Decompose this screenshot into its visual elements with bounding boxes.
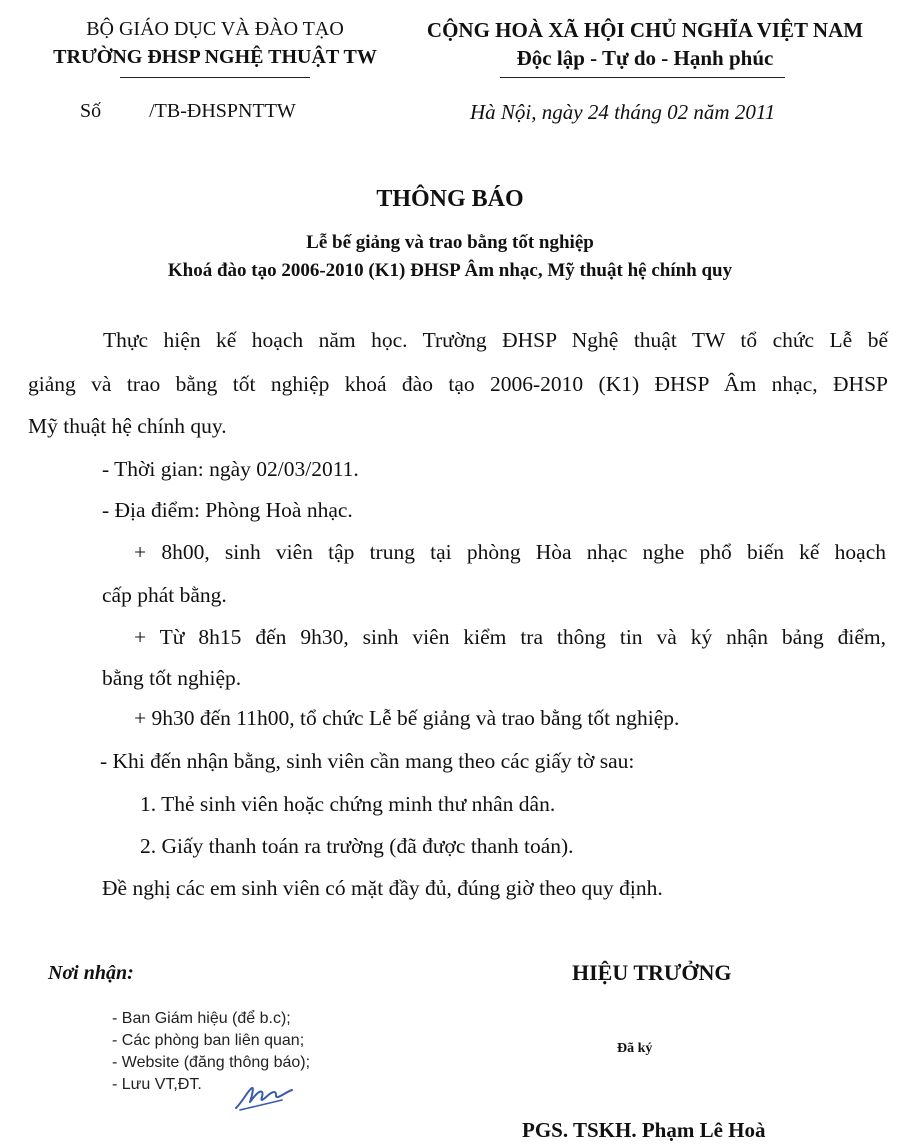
time-item: - Thời gian: ngày 02/03/2011. — [102, 457, 359, 481]
document-item-1: 1. Thẻ sinh viên hoặc chứng minh thư nhân dân. — [140, 792, 556, 816]
schedule-item-1-line-1: + 8h00, sinh viên tập trung tại phòng Hòa nhạc nghe phổ biến kế hoạch — [134, 540, 886, 564]
subtitle-line-1: Lễ bế giảng và trao bằng tốt nghiệp — [306, 232, 594, 253]
document-item-2: 2. Giấy thanh toán ra trường (đã được thanh toán). — [140, 834, 574, 858]
issue-date: Hà Nội, ngày 24 tháng 02 năm 2011 — [470, 100, 776, 124]
intro-line-3: Mỹ thuật hệ chính quy. — [28, 414, 227, 438]
schedule-item-1-line-2: cấp phát bằng. — [102, 583, 227, 607]
schedule-item-3: + 9h30 đến 11h00, tổ chức Lễ bế giảng và trao bằng tốt nghiệp. — [134, 706, 680, 730]
national-motto: Độc lập - Tự do - Hạnh phúc — [516, 46, 774, 70]
signer-title: HIỆU TRƯỞNG — [572, 960, 732, 985]
recipient-item: - Ban Giám hiệu (để b.c); — [112, 1010, 291, 1027]
document-number — [80, 100, 296, 123]
intro-line-2: giảng và trao bằng tốt nghiệp khoá đào tạo 2006-2010 (K1) ĐHSP Âm nhạc, ĐHSP — [28, 372, 888, 396]
schedule-item-2-line-2: bằng tốt nghiệp. — [102, 666, 242, 690]
documents-lead: - Khi đến nhận bằng, sinh viên cần mang theo các giấy tờ sau: — [100, 749, 635, 773]
schedule-item-2-line-1: + Từ 8h15 đến 9h30, sinh viên kiểm tra thông tin và ký nhận bảng điểm, — [134, 625, 886, 649]
number-code: /TB-ĐHSPNTTW — [149, 100, 296, 122]
school-name: TRƯỜNG ĐHSP NGHỆ THUẬT TW — [53, 46, 377, 68]
recipients-title: Nơi nhận: — [48, 962, 134, 984]
intro-line-1: Thực hiện kế hoạch năm học. Trường ĐHSP Nghệ thuật TW tổ chức Lễ bế — [103, 328, 888, 352]
number-prefix: Số — [80, 100, 102, 122]
recipient-item: - Website (đăng thông báo); — [112, 1054, 311, 1071]
subtitle-line-2: Khoá đào tạo 2006-2010 (K1) ĐHSP Âm nhạc, Mỹ thuật hệ chính quy — [167, 260, 733, 281]
recipient-item: - Lưu VT,ĐT. — [112, 1076, 202, 1093]
place-item: - Địa điểm: Phòng Hoà nhạc. — [102, 498, 353, 522]
signer-name: PGS. TSKH. Phạm Lê Hoà — [522, 1118, 766, 1142]
ministry-name: BỘ GIÁO DỤC VÀ ĐÀO TẠO — [86, 18, 344, 40]
motto-underline — [500, 77, 785, 78]
recipient-item: - Các phòng ban liên quan; — [112, 1032, 305, 1049]
closing-request: Đề nghị các em sinh viên có mặt đầy đủ, đúng giờ theo quy định. — [102, 876, 663, 900]
nation-title: CỘNG HOÀ XÃ HỘI CHỦ NGHĨA VIỆT NAM — [426, 18, 864, 42]
document-title: THÔNG BÁO — [376, 186, 524, 212]
handwritten-initials-icon — [232, 1080, 296, 1114]
school-underline — [120, 77, 310, 78]
signed-note: Đã ký — [617, 1041, 653, 1056]
